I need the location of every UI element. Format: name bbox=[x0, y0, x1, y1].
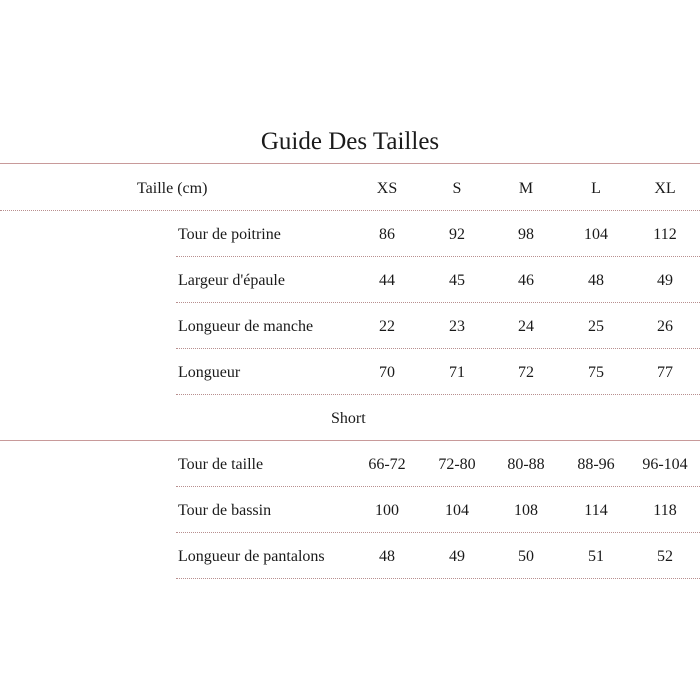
row-divider bbox=[176, 348, 700, 349]
row-value: 26 bbox=[657, 318, 673, 335]
row-divider bbox=[176, 578, 700, 579]
row-value: 49 bbox=[449, 548, 465, 565]
row-value: 46 bbox=[518, 272, 534, 289]
row-value: 48 bbox=[379, 548, 395, 565]
row-divider bbox=[176, 302, 700, 303]
row-value: 49 bbox=[657, 272, 673, 289]
row-label: Longueur de pantalons bbox=[178, 548, 325, 565]
row-value: 98 bbox=[518, 226, 534, 243]
row-value: 100 bbox=[375, 502, 399, 519]
row-value: 88-96 bbox=[577, 456, 615, 473]
row-value: 44 bbox=[379, 272, 395, 289]
row-value: 77 bbox=[657, 364, 673, 381]
row-divider bbox=[176, 394, 700, 395]
row-value: 118 bbox=[653, 502, 677, 519]
row-label: Longueur bbox=[178, 364, 241, 381]
row-value: 104 bbox=[584, 226, 608, 243]
row-value: 114 bbox=[584, 502, 608, 519]
row-value: 71 bbox=[449, 364, 465, 381]
section-label-short: Short bbox=[331, 410, 366, 427]
row-value: 48 bbox=[588, 272, 604, 289]
row-value: 51 bbox=[588, 548, 604, 565]
row-value: 104 bbox=[445, 502, 469, 519]
row-value: 72-80 bbox=[438, 456, 476, 473]
header-size-xs: XS bbox=[376, 180, 398, 197]
row-label: Tour de bassin bbox=[178, 502, 272, 519]
row-label: Longueur de manche bbox=[178, 318, 314, 335]
row-value: 72 bbox=[518, 364, 534, 381]
row-value: 70 bbox=[379, 364, 395, 381]
row-divider bbox=[176, 486, 700, 487]
row-label: Largeur d'épaule bbox=[178, 272, 285, 289]
title-divider bbox=[0, 163, 700, 164]
row-value: 108 bbox=[514, 502, 538, 519]
row-value: 52 bbox=[657, 548, 673, 565]
row-value: 24 bbox=[518, 318, 534, 335]
row-value: 25 bbox=[588, 318, 604, 335]
row-label: Tour de taille bbox=[178, 456, 264, 473]
header-size-m: M bbox=[518, 180, 534, 197]
section-divider bbox=[0, 440, 700, 441]
row-value: 66-72 bbox=[368, 456, 406, 473]
row-label: Tour de poitrine bbox=[178, 226, 281, 243]
row-value: 112 bbox=[653, 226, 677, 243]
header-size-label: Taille (cm) bbox=[137, 180, 208, 197]
row-value: 92 bbox=[449, 226, 465, 243]
row-value: 75 bbox=[588, 364, 604, 381]
row-value: 45 bbox=[449, 272, 465, 289]
row-value: 96-104 bbox=[642, 456, 688, 473]
row-divider bbox=[176, 532, 700, 533]
header-size-s: S bbox=[452, 180, 462, 197]
row-value: 86 bbox=[379, 226, 395, 243]
header-divider bbox=[0, 210, 700, 211]
page-title: Guide Des Tailles bbox=[260, 128, 440, 155]
row-divider bbox=[176, 256, 700, 257]
row-value: 23 bbox=[449, 318, 465, 335]
row-value: 80-88 bbox=[507, 456, 545, 473]
header-size-l: L bbox=[591, 180, 601, 197]
row-value: 22 bbox=[379, 318, 395, 335]
header-size-xl: XL bbox=[654, 180, 676, 197]
row-value: 50 bbox=[518, 548, 534, 565]
